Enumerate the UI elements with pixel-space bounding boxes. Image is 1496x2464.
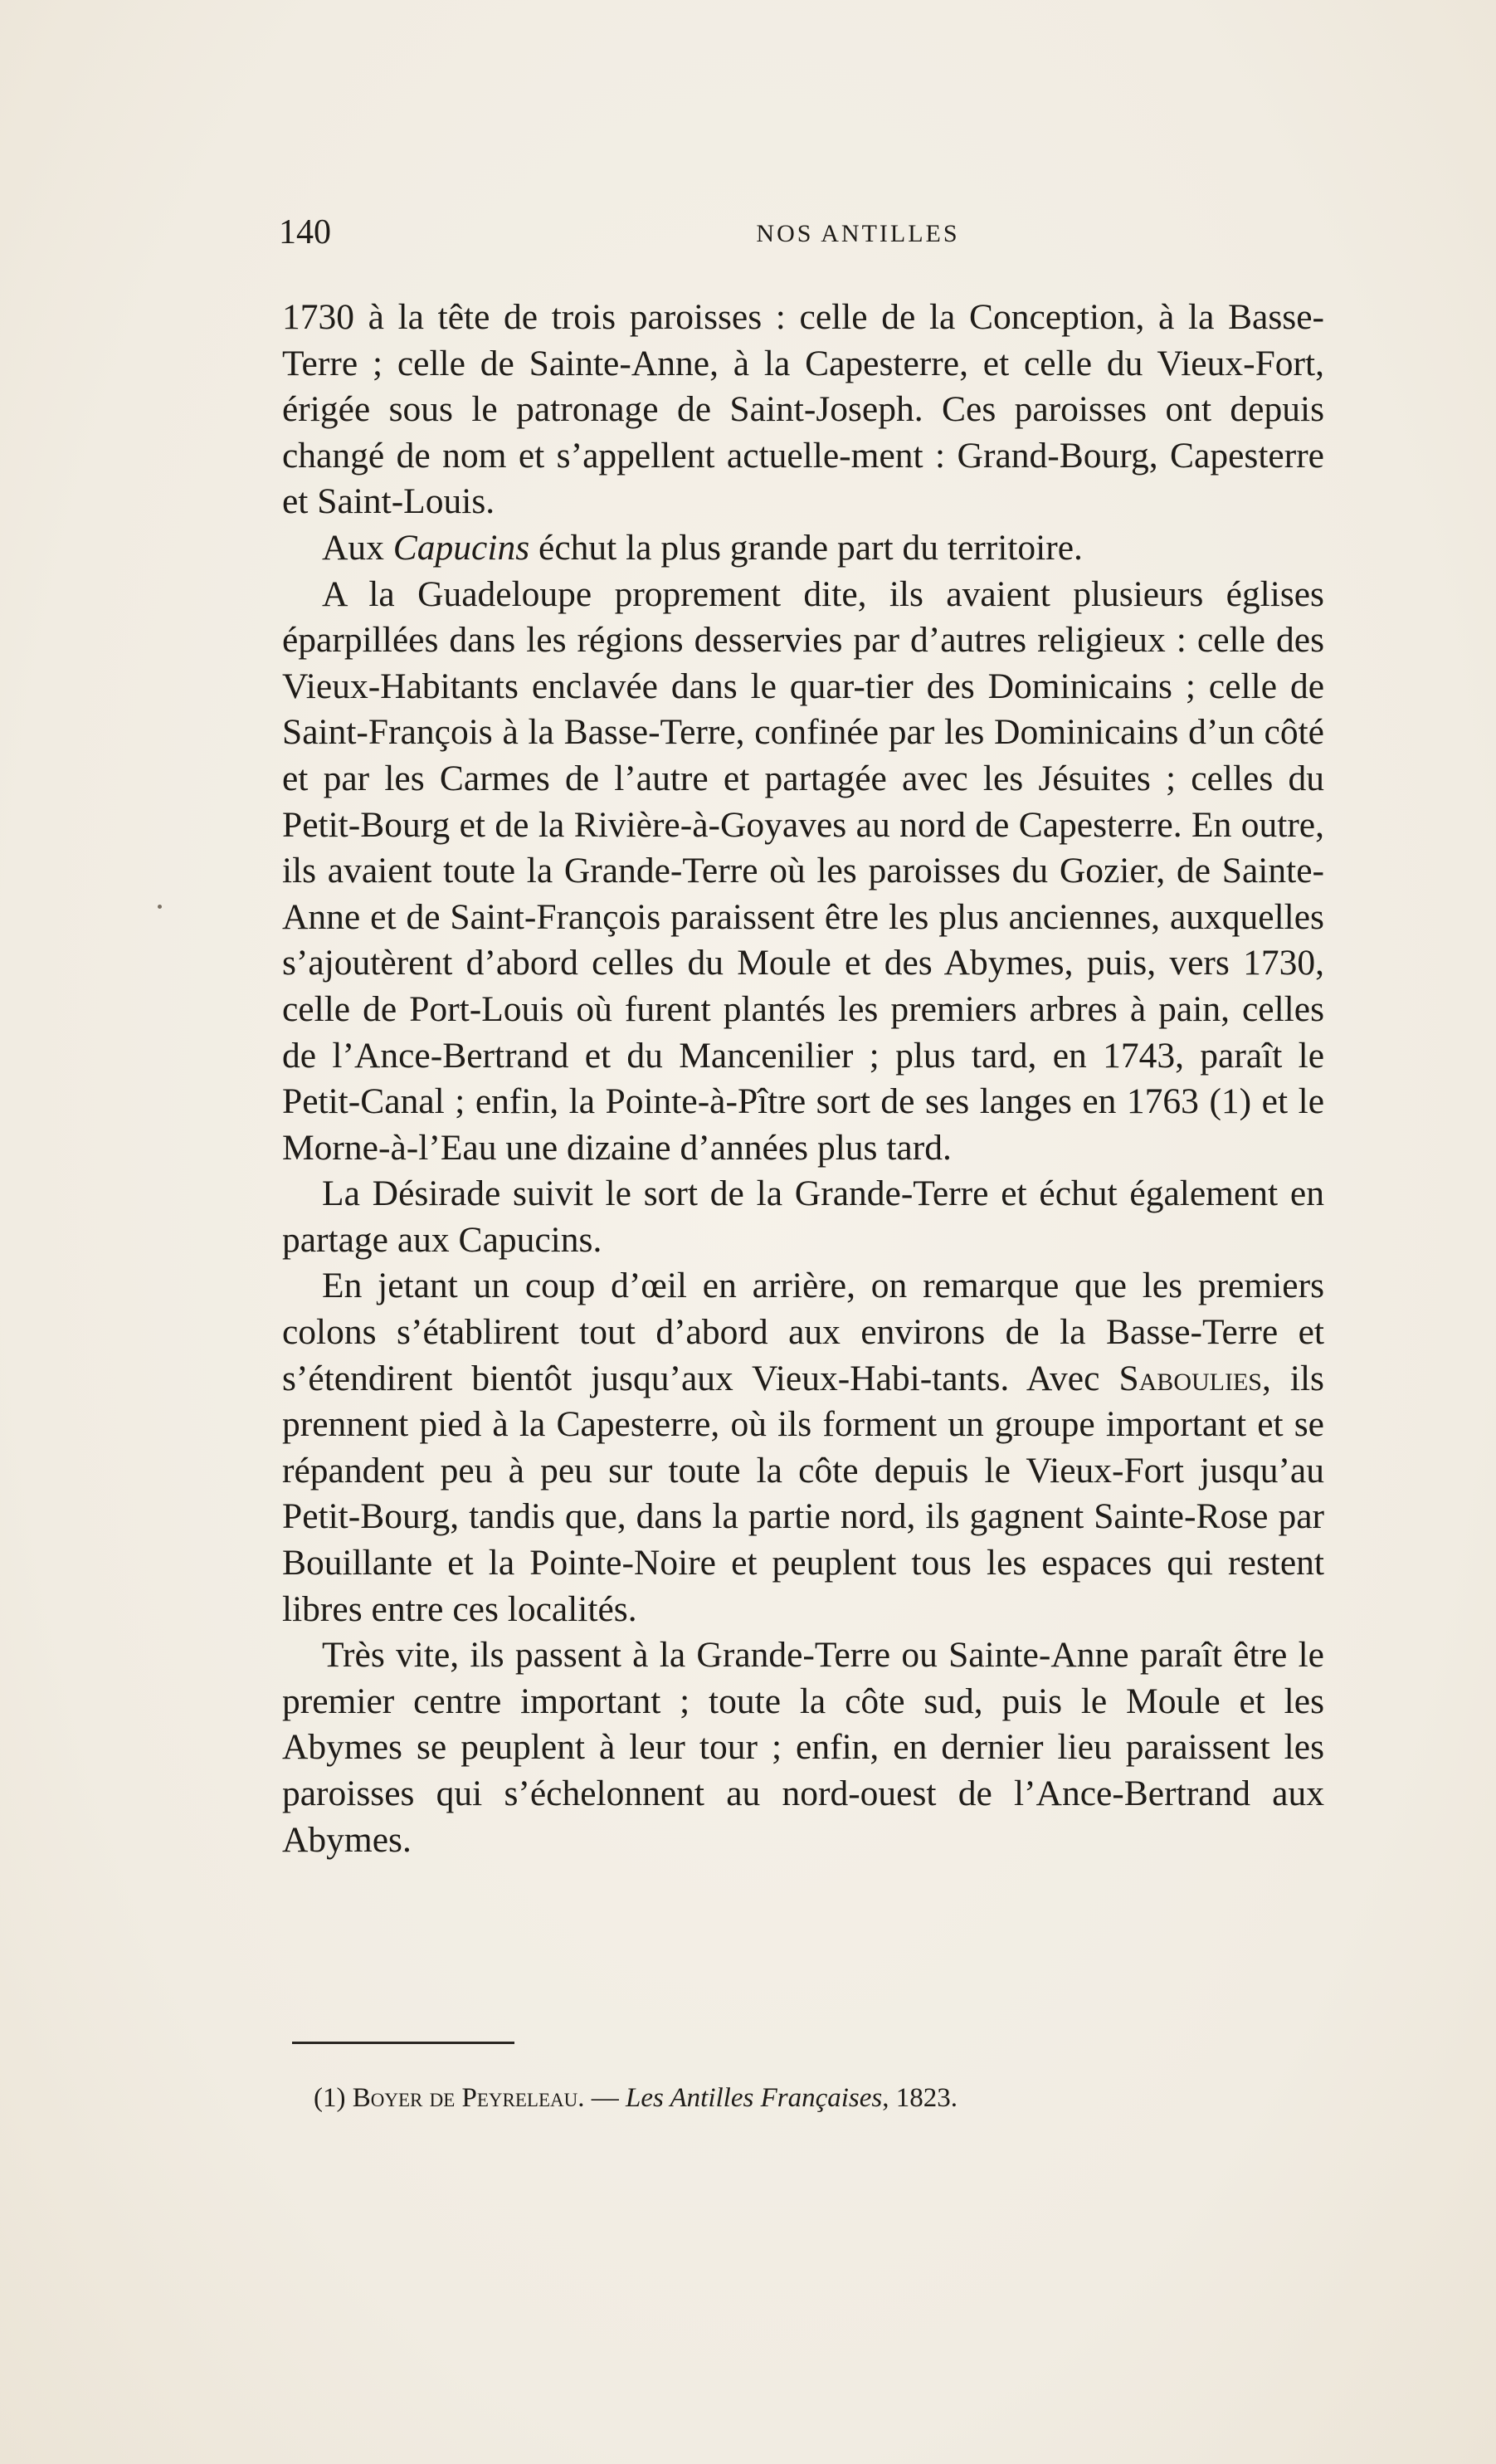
footnote-year: , 1823. [882, 2083, 958, 2113]
paragraph-5-end: , ils prennent pied à la Capesterre, où ils forment un groupe important et se répandent peu à peu sur toute la côte depuis le Vieux-Fort jusqu’au Petit-Bourg, tandis que, dans la partie nord, ils gagnent Sainte-Rose par Bouillante et la Pointe-Noire et peuplent tous les espaces qui restent libres entre ces localités. [282, 1358, 1324, 1629]
footnote-separator: . — [577, 2083, 626, 2113]
footnote-title: Les Antilles Françaises [626, 2083, 883, 2113]
paragraph-3: A la Guadeloupe proprement dite, ils avaient plusieurs églises éparpillées dans les régions desservies par d’autres religieux : celle des Vieux-Habitants enclavée dans le quar-tier des Dominicains ; celle de Saint-François à la Basse-Terre, confinée par les Dominicains d’un côté et par les Carmes de l’autre et partagée avec les Jésuites ; celles du Petit-Bourg et de la Rivière-à-Goyaves au nord de Capesterre. En outre, ils avaient toute la Grande-Terre où les paroisses du Gozier, de Sainte-Anne et de Saint-François paraissent être les plus anciennes, auxquelles s’ajoutèrent d’abord celles du Moule et des Abymes, puis, vers 1730, celle de Port-Louis où furent plantés les premiers arbres à pain, celles de l’Ance-Bertrand et du Mancenilier ; plus tard, en 1743, paraît le Petit-Canal ; enfin, la Pointe-à-Pître sort de ses langes en 1763 (1) et le Morne-à-l’Eau une dizaine d’années plus tard. [282, 573, 1324, 1168]
paragraph-2 [282, 525, 1324, 572]
footnote-marker: (1) [314, 2083, 353, 2113]
paragraph-5 [282, 1263, 1324, 1632]
capucins-italic: Capucins [392, 527, 530, 568]
footnote [314, 2078, 1309, 2118]
running-title: NOS ANTILLES [756, 220, 960, 247]
page-number: 140 [279, 213, 331, 251]
paragraph-6: Très vite, ils passent à la Grande-Terre ou Sainte-Anne paraît être le premier centre important ; toute la côte sud, puis le Moule et les Abymes se peuplent à leur tour ; enfin, en dernier lieu paraissent les paroisses qui s’échelonnent au nord-ouest de l’Ance-Bertrand aux Abymes. [282, 1635, 1324, 1860]
footnote-divider [292, 2042, 514, 2044]
body-text [282, 295, 1324, 1863]
paragraph-2-end: échut la plus grande part du territoire. [529, 527, 1083, 568]
footnote-author: Boyer de Peyreleau [352, 2083, 578, 2113]
paragraph-5-start: En jetant un coup d’œil en arrière, on remarque que les premiers colons s’établirent tout d’abord aux environs de la Basse-Terre et s’étendirent bientôt jusqu’aux Vieux-Habi-tants. Avec [282, 1266, 1324, 1398]
running-head [279, 209, 1354, 256]
paragraph-4: La Désirade suivit le sort de la Grande-Terre et échut également en partage aux Capucins. [282, 1173, 1324, 1260]
paragraph-2-start: Aux [322, 527, 393, 568]
saboulies-smallcaps: Saboulies [1118, 1358, 1262, 1398]
paper-speck [158, 905, 162, 909]
paragraph-1: 1730 à la tête de trois paroisses : celle de la Conception, à la Basse-Terre ; celle de Sainte-Anne, à la Capesterre, et celle du Vieux-Fort, érigée sous le patronage de Saint-Joseph. Ces paroisses ont depuis changé de nom et s’appellent actuelle-ment : Grand-Bourg, Capesterre et Saint-Louis. [282, 297, 1324, 522]
